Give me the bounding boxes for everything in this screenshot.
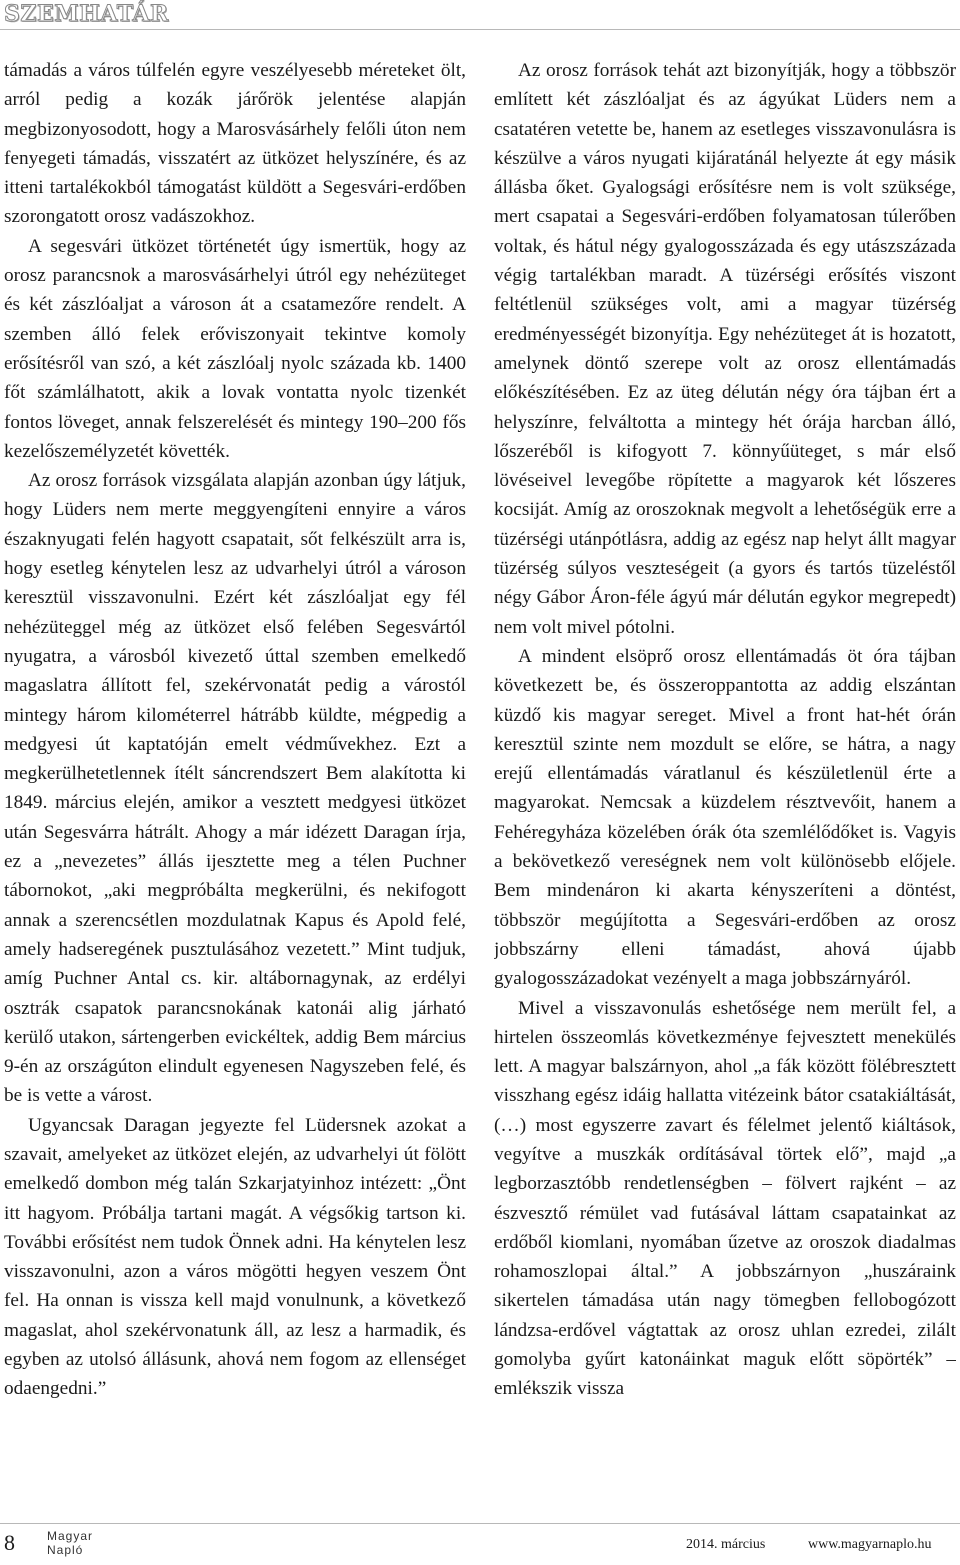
paragraph: támadás a város túlfelén egyre veszélyesebb méreteket ölt, arról pedig a kozák járőrök jelentése alapján megbizonyosodott, hogy a Marosvásárhely felőli úton nem fenyegeti támadás, visszatért az ütközet helyszínére, és az itteni tartalékokból támogatást küldött a Segesvári-erdőben szorongatott orosz vadászokhoz. [4,60,466,228]
page-number: 8 [4,1530,15,1555]
left-column [4,56,466,1516]
paragraph: Az orosz források vizsgálata alapján azonban úgy látjuk, hogy Lüders nem merte meggyengíteni ennyire a város északnyugati felén hagyott csapatait, sőt felkészült arra is, hogy esetleg kénytelen lesz az udvarhelyi útról a városon keresztül visszavonulni. Ezért két zászlóaljat egy fél nehézüteggel még az ütközet első felében Segesvártól nyugatra, a városból kivezető úttal szemben emelkedő magaslatra állított fel, szekérvonatát pedig a várostól mintegy három kilométerrel hátrább küldte, mégpedig a medgyesi út kaptatóján emelt védművekhez. Ezt a megkerülhetetlennek ítélt sáncrendszert Bem alakította ki 1849. március elején, amikor a vesztett medgyesi ütközet után Segesvárra hátrált. Ahogy a már idézett Daragan írja, ez a „nevezetes” állás ijesztette meg a télen Puchner tábornokot, „aki megpróbálta megkerülni, és nekifogott annak a szerencsétlen mozdulatnak Kapus és Apold felé, amely hadseregének pusztulásához vezetett.” Mint tudjuk, amíg Puchner Antal cs. kir. altábornagynak, az erdélyi osztrák csapatok parancsnokának katonái alig járható kerülő utakon, sártengerben evickéltek, addig Bem március 9-én az országúton elindult egyenesen Nagyszeben felé, és be is vette a várost. [4,470,466,1107]
issue-date: 2014. március [686,1537,766,1552]
logo-line-2: Napló [47,1543,84,1557]
footer-divider [0,1523,960,1524]
paragraph: Az orosz források tehát azt bizonyítják, hogy a többször említett két zászlóaljat és az ágyúkat Lüders nem a csatatéren vetette be, hanem az esetleges visszavonulásra is készülve a város nyugati kijáratánál helyezte át egy másik állásba őket. Gyalogsági erősítésre nem is volt szüksége, mert csapatai a Segesvári-erdőben folyamatosan túlerőben voltak, és hátul négy gyalogosszázada és egy utászszázada végig tartalékban maradt. A tüzérségi erősítés viszont feltétlenül szükséges volt, ami a magyar tüzérség eredményességét bizonyítja. Egy nehézüteget át is hozatott, amelynek döntő szerepe volt az orosz ellentámadás előkészítésében. Ez az üteg délután négy óra tájban ért a helyszínre, felváltotta a mintegy hét órája harcban álló, lőszeréből is kifogyott 7. könnyűüteget, s már első lövéseivel levegőbe röpítette a magyarok két lőszeres kocsiját. Amíg az oroszoknak megvolt a lehetőségük erre a tüzérségi utánpótlásra, addig az egész nap helyt állt magyar tüzérség súlyos veszteségeit (a gyors és tartós tüzeléstől négy Gábor Áron-féle ágyú már délután egykor megrepedt) nem volt mivel pótolni. [494,60,956,638]
website-link[interactable]: www.magyarnaplo.hu [808,1537,932,1552]
logo-line-1: Magyar [47,1529,94,1543]
header-divider [0,29,960,30]
paragraph: A segesvári ütközet történetét úgy ismertük, hogy az orosz parancsnok a marosvásárhelyi útról egy nehézüteget és két zászlóaljat a városon át a csatamezőre rendelt. A szemben álló felek erőviszonyait tekintve komoly erősítésről van szó, a két zászlóalj nyolc százada kb. 1400 főt számlálhatott, akik a lovak vontatta nyolc tizenkét fontos löveget, annak felszerelését és mintegy 190–200 fős kezelőszemélyzetét követték. [4,235,466,462]
magazine-logo [47,1529,93,1557]
paragraph: Ugyancsak Daragan jegyezte fel Lüdersnek azokat a szavait, amelyeket az ütközet elején, az udvarhelyi út fölött emelkedő dombon még talán Szkarjatyinhoz intézett: „Önt itt hagyom. Próbálja tartani magát. A végsőkig tartson ki. További erősítést nem tudok Önnek adni. Ha kénytelen lesz visszavonulni, azon a város mögötti hegyen veszem Önt fel. Ha onnan is vissza kell majd vonulnunk, a következő magaslat, ahol szekérvonatunk áll, az lesz a harmadik, és egyben az utolsó állásunk, ahová nem fogom az ellenséget odaengedni.” [4,1114,466,1400]
section-title: SZEMHATÁR [4,1,169,27]
right-column [494,56,956,1516]
paragraph: Mivel a visszavonulás eshetősége nem merült fel, a hirtelen összeomlás következménye fejvesztett menekülés lett. A magyar balszárnyon, ahol „a fák között fölébresztett visszhang egész idáig hallatta vitézeink bátor csatakiáltását, (…) most egyszerre zavart és félelmet jelentő kiáltások, vegyítve a muszkák ordításával törtek elő”, majd „a legborzasztóbb rendetlenségben – fölvert rajként – az észvesztő rémület vad futásával láttam csapatainkat az erdőből kiomlani, nyomában űzetve az oroszok diadalmas rohamoszlopai által.” A jobbszárnyon „huszáraink sikertelen támadása után nagy tömegben fellobogózott lándzsa-erdővel vágtattak az orosz uhlan ezredei, zilált gomolyba gyűrt katonáinkat maguk előtt söpörték” – emlékszik vissza [494,997,956,1400]
paragraph: A mindent elsöprő orosz ellentámadás öt óra tájban következett be, és összeroppantotta az addig elszántan küzdő kis magyar sereget. Mivel a front hat-hét órán keresztül szinte nem mozdult se előre, se hátra, a nagy erejű ellentámadás váratlanul és készületlenül érte a magyarokat. Nemcsak a küzdelem résztvevőit, hanem a Fehéregyháza közelében órák óta szemlélődőket is. Vagyis a bekövetkező vereségnek nem volt különösebb előjele. Bem mindenáron ki akarta kényszeríteni a döntést, többször megújította a Segesvári-erdőben az orosz jobbszárny elleni támadást, ahová újabb gyalogosszázadokat vezényelt a maga jobbszárnyáról. [494,645,956,990]
